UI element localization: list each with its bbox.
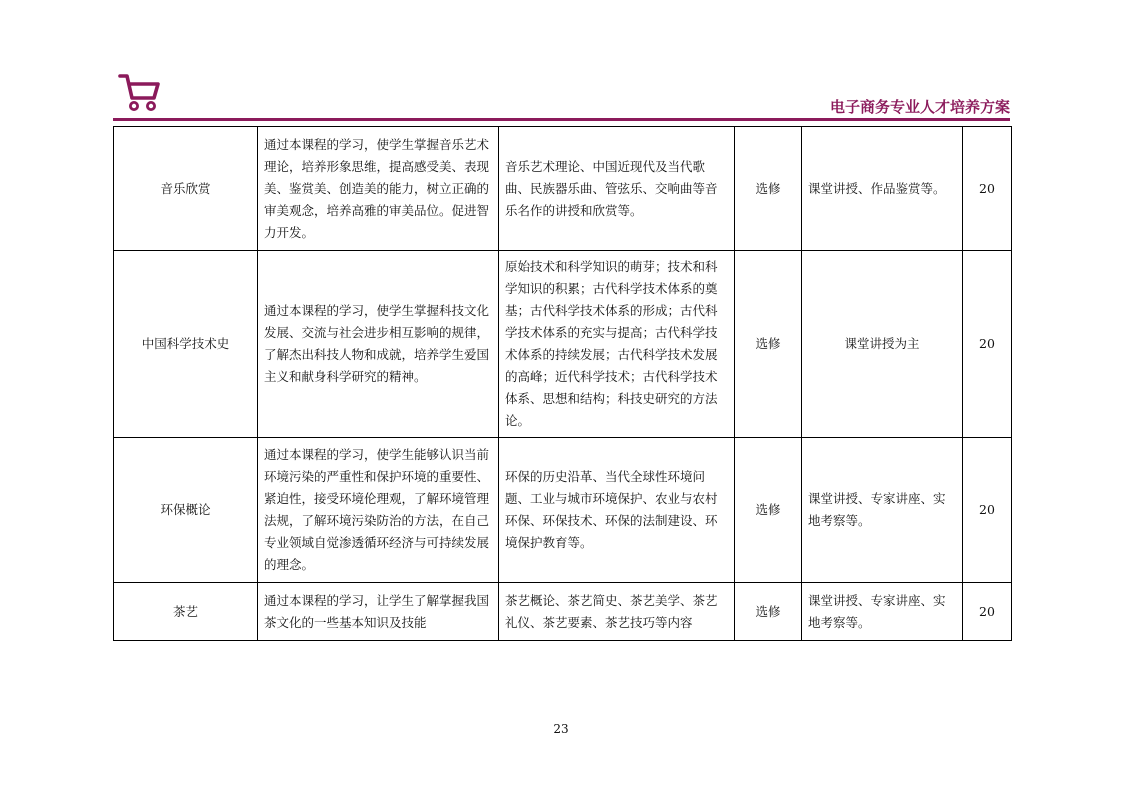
course-name: 中国科学技术史 xyxy=(114,251,258,438)
table-row xyxy=(114,127,1012,251)
course-name: 茶艺 xyxy=(114,583,258,641)
course-type: 选修 xyxy=(735,251,802,438)
course-table xyxy=(113,126,1012,641)
page-number: 23 xyxy=(553,722,569,736)
course-content: 原始技术和科学知识的萌芽；技术和科学知识的积累；古代科学技术体系的奠基；古代科学技术体系的形成；古代科学技术体系的充实与提高；古代科学技术体系的持续发展；古代科学技术发展的高峰；近代科学技术；古代科学技术体系、思想和结构；科技史研究的方法论。 xyxy=(499,251,735,438)
table-row xyxy=(114,438,1012,583)
course-objective: 通过本课程的学习，使学生掌握科技文化发展、交流与社会进步相互影响的规律，了解杰出科技人物和成就，培养学生爱国主义和献身科学研究的精神。 xyxy=(258,251,499,438)
header-divider xyxy=(113,118,1010,121)
teaching-method: 课堂讲授、作品鉴赏等。 xyxy=(802,127,963,251)
table-row xyxy=(114,583,1012,641)
course-name: 音乐欣赏 xyxy=(114,127,258,251)
course-name: 环保概论 xyxy=(114,438,258,583)
course-content: 茶艺概论、茶艺简史、茶艺美学、茶艺礼仪、茶艺要素、茶艺技巧等内容 xyxy=(499,583,735,641)
teaching-method: 课堂讲授为主 xyxy=(802,251,963,438)
teaching-method: 课堂讲授、专家讲座、实地考察等。 xyxy=(802,438,963,583)
course-content: 音乐艺术理论、中国近现代及当代歌曲、民族器乐曲、管弦乐、交响曲等音乐名作的讲授和欣赏等。 xyxy=(499,127,735,251)
course-objective: 通过本课程的学习，使学生能够认识当前环境污染的严重性和保护环境的重要性、紧迫性，接受环境伦理观，了解环境管理法规，了解环境污染防治的方法，在自己专业领域自觉渗透循环经济与可持续发展的理念。 xyxy=(258,438,499,583)
teaching-method: 课堂讲授、专家讲座、实地考察等。 xyxy=(802,583,963,641)
document-header-title: 电子商务专业人才培养方案 xyxy=(829,98,1010,116)
course-objective: 通过本课程的学习，使学生掌握音乐艺术理论，培养形象思维，提高感受美、表现美、鉴赏美、创造美的能力，树立正确的审美观念，培养高雅的审美品位。促进智力开发。 xyxy=(258,127,499,251)
course-hours: 20 xyxy=(963,127,1012,251)
course-objective: 通过本课程的学习，让学生了解掌握我国茶文化的一些基本知识及技能 xyxy=(258,583,499,641)
course-hours: 20 xyxy=(963,438,1012,583)
course-hours: 20 xyxy=(963,583,1012,641)
course-type: 选修 xyxy=(735,127,802,251)
table-row xyxy=(114,251,1012,438)
course-content: 环保的历史沿革、当代全球性环境问题、工业与城市环境保护、农业与农村环保、环保技术、环保的法制建设、环境保护教育等。 xyxy=(499,438,735,583)
course-hours: 20 xyxy=(963,251,1012,438)
shopping-cart-icon xyxy=(118,72,162,112)
course-type: 选修 xyxy=(735,438,802,583)
course-type: 选修 xyxy=(735,583,802,641)
